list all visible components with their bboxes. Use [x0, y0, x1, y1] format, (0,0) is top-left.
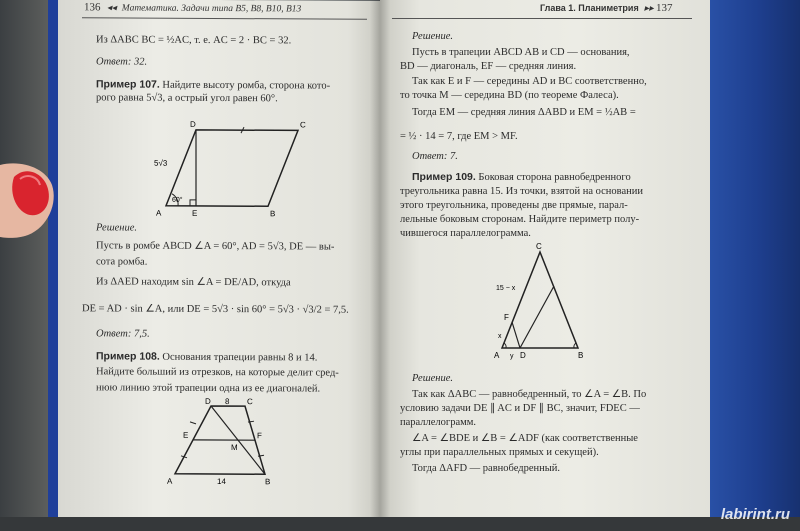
label-F: F	[504, 313, 509, 322]
label-B: B	[270, 209, 276, 219]
label-D: D	[190, 119, 196, 129]
chapter-title: Глава 1. Планиметрия	[540, 3, 639, 13]
label-B: B	[265, 477, 271, 487]
label-D: D	[205, 396, 211, 406]
solution-text: Из ΔAED находим sin ∠A = DE/AD, откуда	[96, 276, 291, 289]
book-cover-right	[705, 0, 800, 531]
label-top-base: 8	[225, 397, 230, 407]
example-text: треугольника равна 15. Из точки, взятой на основании	[400, 186, 643, 197]
solution-text: BD — диагональ, EF — средняя линия.	[400, 61, 577, 72]
right-page	[380, 0, 710, 520]
header-rule	[392, 18, 692, 19]
answer: Ответ: 32.	[96, 56, 148, 68]
table-surface	[0, 517, 800, 531]
example-text: нюю линию этой трапеции одна из ее диагоналей.	[96, 382, 321, 395]
example-text: рого равна 5√3, а острый угол равен 60°.	[96, 92, 278, 105]
solution-label: Решение.	[412, 373, 454, 384]
label-F: F	[257, 431, 262, 441]
trapezoid-figure	[163, 396, 283, 492]
book-gutter	[370, 0, 390, 520]
solution-text: Пусть в ромбе ABCD ∠A = 60°, AD = 5√3, DE — вы-	[96, 240, 335, 253]
solution-label: Решение.	[96, 222, 138, 234]
solution-text: сота ромба.	[96, 256, 148, 268]
arrows-icon: ▸▸	[644, 4, 654, 14]
solution-label: Решение.	[412, 31, 454, 42]
triangle-figure	[490, 240, 610, 365]
right-page-header	[540, 2, 673, 14]
solution-text: Пусть в трапеции ABCD AB и CD — основания,	[412, 47, 630, 58]
rhombus-figure	[148, 118, 308, 219]
solution-formula: DE = AD · sin ∠A, или DE = 5√3 · sin 60° = 5√3 · √3/2 = 7,5.	[82, 303, 349, 316]
solution-text: = ½ · 14 = 7, где EM > MF.	[400, 131, 518, 142]
example-text: Найдите высоту ромба, сторона кото-	[162, 79, 331, 92]
example-label: Пример 109.	[412, 171, 476, 183]
example-109-title	[412, 170, 631, 185]
label-bottom-base: 14	[217, 476, 226, 487]
solution-text: ∠A = ∠BDE и ∠B = ∠ADF (как соответственные	[412, 433, 638, 444]
left-page	[58, 0, 380, 521]
finger-image	[0, 155, 80, 240]
label-B: B	[578, 351, 584, 360]
solution-text: условию задачи DE ∥ AC и DF ∥ BC, значит, FDEC —	[400, 403, 640, 414]
label-C: C	[536, 242, 542, 251]
answer: Ответ: 7,5.	[96, 328, 150, 340]
side-label: 5√3	[154, 158, 168, 168]
text-line: Из ΔABC BC = ½AC, т. е. AC = 2 · BC = 32.	[96, 34, 292, 47]
label-E: E	[192, 208, 198, 218]
solution-text: параллелограмм.	[400, 417, 477, 428]
solution-text: углы при параллельных прямых и секущей).	[400, 447, 599, 458]
page-number-left: 136	[84, 1, 101, 14]
solution-text: Так как E и F — середины AD и BC соответственно,	[412, 76, 647, 87]
example-text: Основания трапеции равны 8 и 14.	[162, 351, 318, 364]
label-D: D	[520, 351, 526, 360]
label-side: 15 − x	[496, 285, 516, 292]
label-A: A	[167, 476, 173, 486]
arrows-icon: ◂◂	[106, 3, 117, 14]
label-A: A	[494, 351, 500, 360]
angle-label: 60°	[172, 196, 183, 204]
example-108-title	[96, 349, 317, 365]
solution-text: Тогда ΔAFD — равнобедренный.	[412, 463, 561, 474]
label-C: C	[300, 120, 306, 130]
label-C: C	[247, 397, 253, 407]
book-title: Математика. Задачи типа B5, B8, B10, B13	[121, 3, 302, 15]
example-text: лельные боковым сторонам. Найдите периметр полу-	[400, 214, 640, 225]
watermark: labirint.ru	[720, 506, 790, 523]
example-text: Боковая сторона равнобедренного	[478, 172, 631, 183]
label-M: M	[231, 443, 238, 453]
solution-text: Тогда EM — средняя линия ΔABD и EM = ½AB =	[412, 107, 636, 118]
answer: Ответ: 7.	[412, 151, 458, 162]
label-x: x	[498, 333, 502, 340]
example-text: этого треугольника, проведены две прямые, парал-	[400, 200, 628, 211]
example-label: Пример 108.	[96, 350, 160, 363]
label-E: E	[183, 430, 189, 440]
label-A: A	[156, 208, 162, 218]
example-label: Пример 107.	[96, 78, 160, 91]
header-rule	[82, 17, 367, 19]
page-number-right: 137	[656, 2, 673, 14]
example-text: Найдите больший из отрезков, на которые делит сред-	[96, 366, 339, 379]
left-page-header	[84, 1, 301, 14]
solution-text: Так как ΔABC — равнобедренный, то ∠A = ∠B. По	[412, 389, 647, 400]
solution-text: то точка M — середина BD (по теореме Фалеса).	[400, 90, 619, 101]
example-text: чившегося параллелограмма.	[400, 228, 531, 239]
label-y: y	[510, 353, 514, 360]
